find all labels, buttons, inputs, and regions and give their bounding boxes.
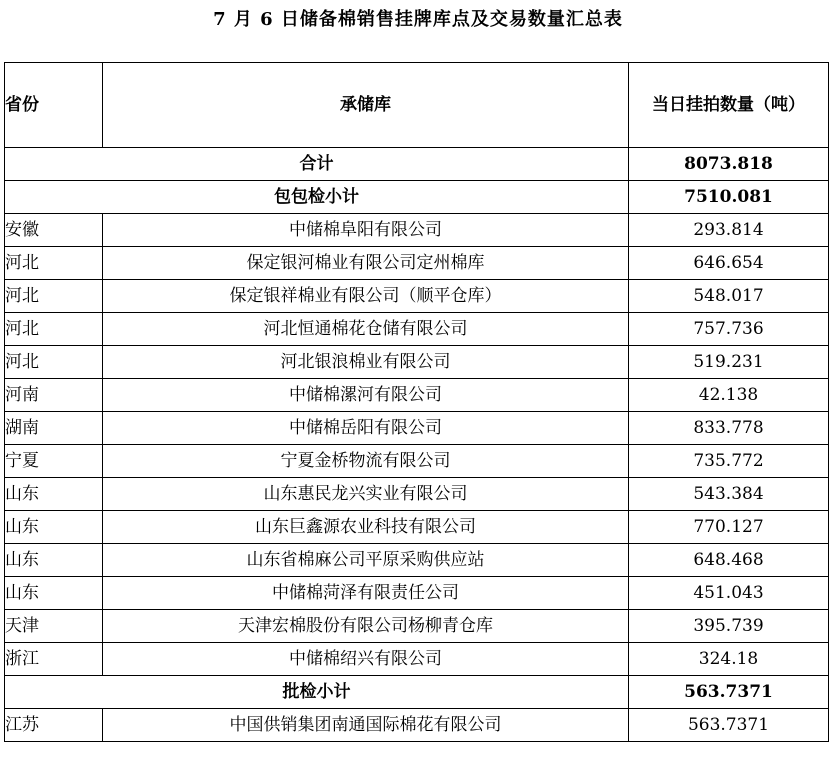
subtotal-quantity: 563.7371	[629, 676, 829, 709]
cell-province: 山东	[5, 544, 103, 577]
cell-quantity: 833.778	[629, 412, 829, 445]
header-quantity: 当日挂拍数量（吨）	[629, 63, 829, 148]
cell-warehouse: 保定银祥棉业有限公司（顺平仓库）	[103, 280, 629, 313]
cell-province: 河北	[5, 280, 103, 313]
cell-province: 河北	[5, 247, 103, 280]
cell-quantity: 519.231	[629, 346, 829, 379]
table-header-row	[5, 63, 829, 148]
table-row	[5, 709, 829, 742]
table-row	[5, 346, 829, 379]
cell-quantity: 735.772	[629, 445, 829, 478]
table-row	[5, 544, 829, 577]
subtotal-label: 批检小计	[5, 676, 629, 709]
cell-province: 山东	[5, 577, 103, 610]
cell-warehouse: 中国供销集团南通国际棉花有限公司	[103, 709, 629, 742]
cell-quantity: 648.468	[629, 544, 829, 577]
cell-warehouse: 山东惠民龙兴实业有限公司	[103, 478, 629, 511]
cell-province: 河北	[5, 313, 103, 346]
cell-province: 安徽	[5, 214, 103, 247]
cell-province: 河北	[5, 346, 103, 379]
total-quantity: 8073.818	[629, 148, 829, 181]
cell-warehouse: 山东巨鑫源农业科技有限公司	[103, 511, 629, 544]
cell-quantity: 293.814	[629, 214, 829, 247]
table-row	[5, 610, 829, 643]
cell-quantity: 770.127	[629, 511, 829, 544]
cell-quantity: 324.18	[629, 643, 829, 676]
cell-warehouse: 天津宏棉股份有限公司杨柳青仓库	[103, 610, 629, 643]
cell-province: 山东	[5, 478, 103, 511]
cell-warehouse: 中储棉岳阳有限公司	[103, 412, 629, 445]
table-row	[5, 643, 829, 676]
cell-province: 天津	[5, 610, 103, 643]
cell-quantity: 42.138	[629, 379, 829, 412]
table-row	[5, 577, 829, 610]
table-row	[5, 313, 829, 346]
cell-quantity: 548.017	[629, 280, 829, 313]
table-row	[5, 379, 829, 412]
table-row	[5, 247, 829, 280]
table-row	[5, 412, 829, 445]
cell-warehouse: 中储棉漯河有限公司	[103, 379, 629, 412]
cell-warehouse: 中储棉绍兴有限公司	[103, 643, 629, 676]
header-province: 省份	[5, 63, 103, 148]
cell-quantity: 646.654	[629, 247, 829, 280]
cell-province: 河南	[5, 379, 103, 412]
cell-warehouse: 中储棉菏泽有限责任公司	[103, 577, 629, 610]
cell-quantity: 395.739	[629, 610, 829, 643]
header-warehouse: 承储库	[103, 63, 629, 148]
cell-quantity: 563.7371	[629, 709, 829, 742]
cell-warehouse: 河北银浪棉业有限公司	[103, 346, 629, 379]
subtotal-quantity: 7510.081	[629, 181, 829, 214]
cell-quantity: 543.384	[629, 478, 829, 511]
table-row	[5, 214, 829, 247]
table-row	[5, 478, 829, 511]
subtotal-row	[5, 676, 829, 709]
cell-province: 浙江	[5, 643, 103, 676]
subtotal-row	[5, 181, 829, 214]
cell-province: 山东	[5, 511, 103, 544]
cell-province: 宁夏	[5, 445, 103, 478]
cell-quantity: 757.736	[629, 313, 829, 346]
cell-warehouse: 保定银河棉业有限公司定州棉库	[103, 247, 629, 280]
cell-province: 江苏	[5, 709, 103, 742]
table-body	[5, 148, 829, 742]
cotton-sales-summary-table	[4, 62, 829, 742]
cell-province: 湖南	[5, 412, 103, 445]
subtotal-label: 包包检小计	[5, 181, 629, 214]
cell-warehouse: 河北恒通棉花仓储有限公司	[103, 313, 629, 346]
cell-warehouse: 宁夏金桥物流有限公司	[103, 445, 629, 478]
cell-quantity: 451.043	[629, 577, 829, 610]
table-row	[5, 445, 829, 478]
total-row	[5, 148, 829, 181]
cell-warehouse: 中储棉阜阳有限公司	[103, 214, 629, 247]
cell-warehouse: 山东省棉麻公司平原采购供应站	[103, 544, 629, 577]
document-title: 7 月 6 日储备棉销售挂牌库点及交易数量汇总表	[213, 9, 623, 30]
table-row	[5, 280, 829, 313]
table-row	[5, 511, 829, 544]
total-label: 合计	[5, 148, 629, 181]
